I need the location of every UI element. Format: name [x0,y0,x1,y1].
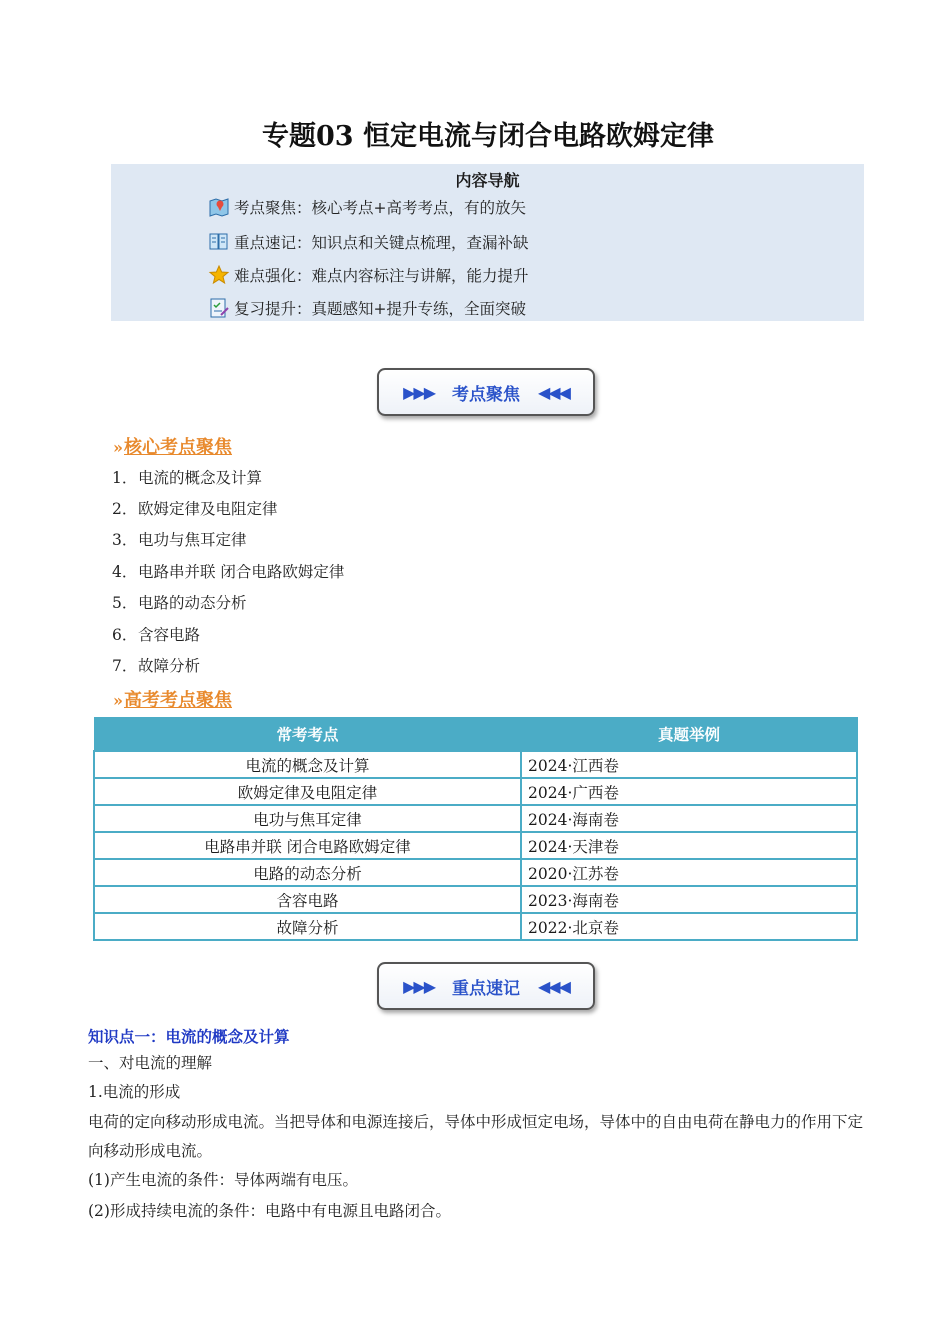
paragraph: (2)形成持续电流的条件：电路中有电源且电路闭合。 [88,1202,451,1220]
nav-item-notes [208,231,529,253]
column-header: 真题举例 [521,718,857,752]
right-arrows-icon: ▶▶▶ [403,976,434,996]
chevron-right-icon: » [113,691,120,710]
left-arrows-icon: ◀◀◀ [538,382,569,402]
subheading: 一、对电流的理解 [88,1054,213,1072]
exam-points-table [93,717,858,941]
map-icon [208,197,230,217]
list-item: 6．含容电路 [112,626,201,644]
subheading: 1.电流的形成 [88,1083,181,1101]
table-row: 电路串并联 闭合电路欧姆定律 2024·天津卷 [94,832,857,859]
knowledge-point-title: 知识点一：电流的概念及计算 [88,1027,290,1046]
nav-item-label: 难点强化：难点内容标注与讲解，能力提升 [234,267,529,285]
star-icon [208,265,230,285]
paragraph: (1)产生电流的条件：导体两端有电压。 [88,1171,358,1189]
right-arrows-icon: ▶▶▶ [403,382,434,402]
notes-banner [377,962,595,1010]
nav-item-label: 考点聚焦：核心考点+高考考点，有的放矢 [234,199,526,217]
list-item: 4．电路串并联 闭合电路欧姆定律 [112,563,345,581]
list-item: 2．欧姆定律及电阻定律 [112,500,278,518]
list-item: 7．故障分析 [112,657,201,675]
focus-banner [377,368,595,416]
table-row: 电路的动态分析 2020·江苏卷 [94,859,857,886]
nav-heading: 内容导航 [455,171,520,190]
table-row: 含容电路 2023·海南卷 [94,886,857,913]
nav-item-focus [208,196,526,218]
core-section-heading: » 核心考点聚焦 [113,437,232,458]
left-arrows-icon: ◀◀◀ [538,976,569,996]
table-row: 故障分析 2022·北京卷 [94,913,857,940]
list-item: 5．电路的动态分析 [112,594,247,612]
paragraph: 电荷的定向移动形成电流。当把导体和电源连接后，导体中形成恒定电场，导体中的自由电荷在静电力的作用下定向移动形成电流。 [88,1113,864,1160]
table-header-row [94,718,857,752]
table-row: 电功与焦耳定律 2024·海南卷 [94,805,857,832]
nav-item-label: 重点速记：知识点和关键点梳理，查漏补缺 [234,234,529,252]
checklist-icon [208,298,230,318]
chevron-right-icon: » [113,438,120,457]
list-item: 3．电功与焦耳定律 [112,531,247,549]
banner-label: 考点聚焦 [452,384,520,405]
book-icon [208,232,230,252]
table-row: 欧姆定律及电阻定律 2024·广西卷 [94,778,857,805]
nav-item-label: 复习提升：真题感知+提升专练，全面突破 [234,300,526,318]
page-title: 专题03 恒定电流与闭合电路欧姆定律 [262,121,714,152]
nav-item-difficulty [208,264,529,286]
exam-section-heading: » 高考考点聚焦 [113,690,232,711]
nav-item-review [208,297,526,319]
table-row: 电流的概念及计算 2024·江西卷 [94,751,857,778]
column-header: 常考考点 [94,718,521,752]
banner-label: 重点速记 [452,978,520,999]
list-item: 1．电流的概念及计算 [112,469,263,487]
